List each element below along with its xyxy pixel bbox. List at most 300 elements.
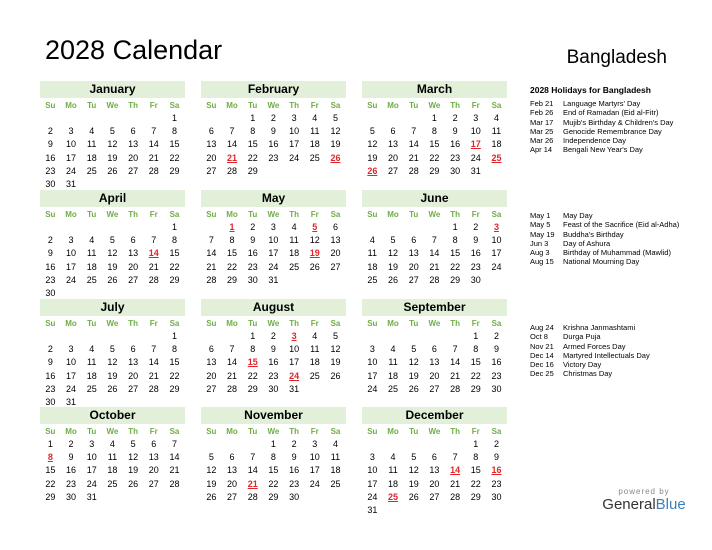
date-cell (325, 274, 346, 287)
weekday-header-row (362, 316, 507, 330)
holiday-item (530, 211, 700, 220)
date-cell: 8 (452, 235, 458, 246)
date-cell: 2 (47, 344, 53, 355)
date-cell (304, 274, 325, 287)
week-row (40, 138, 185, 151)
weekday-header: Mo (387, 319, 399, 328)
date-cell: 31 (470, 165, 481, 176)
week-row (362, 234, 507, 247)
date-cell (383, 221, 404, 234)
holiday-date: Aug 15 (530, 257, 554, 267)
holiday-name: Durga Puja (563, 332, 601, 342)
weekday-header: Fr (310, 101, 319, 110)
date-cell: 10 (289, 344, 300, 355)
weekday-header: Su (45, 319, 56, 328)
week-row (362, 125, 507, 138)
week-row (362, 330, 507, 343)
month-april (40, 190, 185, 300)
date-cell (403, 221, 424, 234)
weekday-header: Tu (409, 319, 419, 328)
date-cell: 17 (289, 139, 300, 150)
holiday-name: End of Ramadan (Eid al-Fitr) (563, 108, 659, 118)
date-cell: 26 (408, 383, 419, 394)
date-cell: 7 (250, 452, 256, 463)
date-cell (123, 330, 144, 343)
weekday-header: Sa (491, 427, 502, 436)
weekday-header: Fr (149, 210, 158, 219)
date-cell: 30 (470, 274, 481, 285)
date-cell: 18 (107, 465, 118, 476)
date-cell: 5 (332, 331, 338, 341)
holiday-date-cell: 5 (312, 222, 318, 232)
date-cell (102, 112, 123, 125)
date-cell: 22 (470, 478, 481, 489)
date-cell: 16 (66, 465, 77, 476)
date-cell: 7 (151, 235, 157, 246)
date-cell: 14 (247, 465, 258, 476)
weekday-header: Su (45, 210, 56, 219)
week-row (40, 370, 185, 383)
holiday-date: Dec 16 (530, 360, 554, 370)
date-cell: 31 (86, 491, 97, 502)
date-cell: 4 (312, 113, 318, 123)
holiday-list-title: 2028 Holidays for Bangladesh (530, 85, 651, 95)
weekday-header: Su (45, 427, 56, 436)
month-name: December (362, 407, 507, 424)
date-cell: 2 (493, 331, 499, 341)
date-cell: 13 (330, 235, 341, 246)
week-row (40, 112, 185, 125)
date-cell: 26 (107, 383, 118, 394)
date-cell (325, 165, 346, 178)
date-cell: 14 (206, 248, 217, 259)
date-cell: 17 (367, 478, 378, 489)
date-cell: 14 (169, 452, 180, 463)
date-cell (81, 221, 102, 234)
week-row (40, 234, 185, 247)
weekday-header: Tu (248, 210, 258, 219)
date-cell: 3 (291, 113, 297, 123)
weekday-header: Mo (226, 319, 238, 328)
powered-by-text: powered by (618, 487, 670, 496)
weekday-header: Sa (169, 319, 180, 328)
date-cell (325, 491, 346, 504)
holiday-date-cell: 21 (227, 152, 238, 163)
date-cell: 13 (148, 452, 159, 463)
date-cell (222, 438, 243, 451)
date-cell: 10 (309, 452, 320, 463)
date-cell: 23 (491, 370, 502, 381)
date-cell: 7 (411, 126, 417, 137)
month-october (40, 407, 185, 504)
date-cell: 20 (429, 478, 440, 489)
date-cell: 31 (66, 396, 77, 407)
date-cell: 21 (408, 152, 419, 163)
date-cell: 22 (247, 152, 258, 163)
month-name: March (362, 81, 507, 98)
holiday-item (530, 118, 700, 127)
month-august (201, 299, 346, 396)
date-cell (403, 112, 424, 125)
date-cell: 23 (45, 165, 56, 176)
holiday-date-cell: 26 (367, 165, 378, 176)
weekday-header: Th (128, 210, 138, 219)
month-name: April (40, 190, 185, 207)
holiday-name: Christmas Day (563, 369, 613, 379)
date-cell: 29 (268, 491, 279, 502)
date-cell: 8 (229, 235, 235, 246)
weekday-header: Su (367, 210, 378, 219)
date-cell: 29 (470, 383, 481, 394)
date-cell: 30 (66, 491, 77, 502)
date-cell: 28 (429, 274, 440, 285)
week-row (201, 234, 346, 247)
holiday-date: Feb 26 (530, 108, 554, 118)
date-cell: 3 (68, 235, 74, 246)
date-cell: 21 (227, 370, 238, 381)
date-cell: 15 (429, 139, 440, 150)
date-cell (325, 383, 346, 396)
month-name: August (201, 299, 346, 316)
week-row (201, 152, 346, 165)
weekday-header: Sa (169, 210, 180, 219)
date-cell: 15 (169, 357, 180, 368)
weekday-header: Mo (65, 101, 77, 110)
month-december (362, 407, 507, 517)
week-row (201, 138, 346, 151)
date-cell: 8 (250, 344, 256, 355)
holiday-date-cell: 25 (491, 152, 502, 163)
date-cell: 8 (431, 126, 437, 137)
date-cell: 5 (390, 235, 396, 246)
date-cell: 26 (128, 478, 139, 489)
holiday-name: National Mourning Day (563, 257, 640, 267)
date-cell (242, 438, 263, 451)
holiday-name: Genocide Remembrance Day (563, 126, 662, 136)
weekday-header: Tu (87, 101, 97, 110)
week-row (201, 261, 346, 274)
date-cell: 4 (369, 235, 375, 246)
week-row (40, 125, 185, 138)
holiday-date: Aug 3 (530, 248, 550, 258)
holiday-name: Armed Forces Day (563, 341, 626, 351)
date-cell: 15 (169, 139, 180, 150)
date-cell: 14 (429, 248, 440, 259)
date-cell: 5 (109, 126, 115, 137)
month-name: June (362, 190, 507, 207)
week-row (362, 343, 507, 356)
holiday-item (530, 99, 700, 108)
date-cell: 25 (367, 274, 378, 285)
date-cell: 17 (491, 248, 502, 259)
date-cell: 5 (411, 344, 417, 355)
date-cell: 16 (268, 357, 279, 368)
weekday-header: We (428, 101, 441, 110)
week-row (201, 112, 346, 125)
date-cell: 10 (66, 139, 77, 150)
date-cell: 21 (148, 152, 159, 163)
date-cell: 5 (411, 452, 417, 463)
date-cell: 6 (151, 439, 157, 449)
date-cell (304, 165, 325, 178)
date-cell: 8 (250, 126, 256, 137)
week-row (40, 261, 185, 274)
date-cell: 5 (130, 439, 136, 449)
date-cell: 9 (47, 248, 53, 259)
date-cell: 10 (66, 248, 77, 259)
date-cell (424, 504, 445, 517)
weekday-header-row (40, 98, 185, 112)
date-cell: 20 (128, 370, 139, 381)
date-cell (445, 504, 466, 517)
date-cell: 24 (367, 491, 378, 502)
date-cell: 11 (107, 452, 118, 463)
date-cell (486, 274, 507, 287)
holiday-date-cell: 21 (247, 478, 258, 489)
date-cell (102, 330, 123, 343)
date-cell: 29 (169, 383, 180, 394)
date-cell (263, 165, 284, 178)
date-cell: 15 (470, 465, 481, 476)
date-cell: 15 (470, 357, 481, 368)
month-name: February (201, 81, 346, 98)
date-cell: 28 (206, 274, 217, 285)
date-cell: 15 (247, 139, 258, 150)
date-cell: 22 (45, 478, 56, 489)
week-row (362, 274, 507, 287)
week-row (201, 165, 346, 178)
month-name: January (40, 81, 185, 98)
date-cell: 2 (47, 235, 53, 246)
date-cell: 24 (66, 165, 77, 176)
weekday-header: Sa (330, 319, 341, 328)
week-row (40, 247, 185, 260)
week-row (201, 247, 346, 260)
holiday-date: May 19 (530, 229, 555, 239)
date-cell: 20 (206, 370, 217, 381)
date-cell: 11 (87, 248, 97, 259)
date-cell: 18 (330, 465, 341, 476)
date-cell: 1 (473, 439, 479, 449)
weekday-header-row (362, 424, 507, 438)
month-november (201, 407, 346, 504)
date-cell: 6 (431, 344, 437, 355)
date-cell: 11 (330, 452, 341, 463)
date-cell: 3 (68, 126, 74, 137)
date-cell: 25 (86, 274, 97, 285)
date-cell: 4 (109, 439, 115, 449)
date-cell: 6 (208, 126, 214, 137)
weekday-header: We (428, 427, 441, 436)
date-cell: 27 (128, 165, 139, 176)
holiday-name: Day of Ashura (563, 238, 611, 248)
weekday-header: Th (450, 319, 460, 328)
date-cell (61, 221, 82, 234)
holiday-name: Independence Day (563, 136, 626, 146)
holiday-item (530, 108, 700, 117)
date-cell (383, 504, 404, 517)
date-cell: 20 (206, 152, 217, 163)
date-cell: 10 (491, 235, 502, 246)
weekday-header: We (267, 101, 280, 110)
date-cell: 8 (171, 126, 177, 137)
holiday-date-cell: 15 (247, 357, 258, 368)
holiday-name: Birthday of Muhammad (Mawlid) (563, 248, 671, 258)
brand-name (588, 496, 700, 513)
weekday-header: Mo (226, 101, 238, 110)
date-cell: 25 (330, 478, 341, 489)
date-cell: 12 (206, 465, 217, 476)
weekday-header: Sa (330, 101, 341, 110)
date-cell: 12 (408, 465, 419, 476)
holiday-date: Dec 14 (530, 350, 554, 360)
week-row (362, 451, 507, 464)
week-row (362, 504, 507, 517)
date-cell: 26 (408, 491, 419, 502)
date-cell: 15 (227, 248, 238, 259)
date-cell: 12 (408, 357, 419, 368)
date-cell: 20 (429, 370, 440, 381)
date-cell: 4 (291, 222, 297, 232)
date-cell: 16 (247, 248, 258, 259)
date-cell: 24 (491, 261, 502, 272)
date-cell: 3 (270, 222, 276, 232)
date-cell: 3 (369, 452, 375, 463)
weekday-header: Fr (310, 427, 319, 436)
date-cell: 2 (47, 126, 53, 137)
date-cell: 24 (289, 152, 300, 163)
week-row (362, 112, 507, 125)
date-cell: 27 (429, 491, 440, 502)
date-cell: 17 (289, 357, 300, 368)
week-row (201, 370, 346, 383)
date-cell: 31 (367, 504, 378, 515)
date-cell: 16 (45, 370, 56, 381)
holiday-group (530, 211, 700, 267)
date-cell (486, 165, 507, 178)
date-cell: 21 (429, 261, 440, 272)
date-cell: 21 (450, 478, 461, 489)
week-row (40, 221, 185, 234)
date-cell: 25 (388, 383, 399, 394)
date-cell: 18 (367, 261, 378, 272)
date-cell: 24 (86, 478, 97, 489)
date-cell: 27 (128, 383, 139, 394)
holiday-date-cell: 24 (289, 370, 300, 381)
weekday-header: Th (450, 101, 460, 110)
date-cell: 19 (408, 478, 419, 489)
week-row (362, 478, 507, 491)
date-cell: 10 (367, 465, 378, 476)
week-row (40, 356, 185, 369)
week-row (40, 451, 185, 464)
date-cell: 1 (171, 222, 177, 232)
weekday-header: Fr (471, 210, 480, 219)
date-cell: 6 (130, 126, 136, 137)
date-cell: 4 (312, 331, 318, 341)
holiday-date-cell: 3 (291, 331, 297, 341)
week-row (40, 478, 185, 491)
date-cell: 28 (227, 165, 238, 176)
date-cell: 26 (388, 274, 399, 285)
holiday-date-cell: 26 (330, 152, 341, 163)
weekday-header: Tu (87, 319, 97, 328)
holiday-date: Jun 3 (530, 238, 549, 248)
weekday-header: Th (289, 101, 299, 110)
date-cell: 29 (247, 165, 258, 176)
month-february (201, 81, 346, 178)
holiday-date: Nov 21 (530, 341, 554, 351)
date-cell: 6 (411, 235, 417, 246)
weekday-header: Fr (149, 427, 158, 436)
date-cell: 5 (208, 452, 214, 463)
date-cell: 22 (169, 152, 180, 163)
date-cell: 28 (169, 478, 180, 489)
date-cell: 20 (408, 261, 419, 272)
date-cell (81, 330, 102, 343)
date-cell (201, 330, 222, 343)
weekday-header: Su (206, 319, 217, 328)
date-cell: 1 (250, 113, 256, 123)
holiday-name: Buddha's Birthday (563, 229, 624, 239)
weekday-header: We (267, 427, 280, 436)
week-row (362, 261, 507, 274)
date-cell: 8 (171, 344, 177, 355)
date-cell: 6 (431, 452, 437, 463)
date-cell (304, 491, 325, 504)
week-row (201, 343, 346, 356)
date-cell: 3 (89, 439, 95, 449)
weekday-header: We (267, 319, 280, 328)
month-name: July (40, 299, 185, 316)
date-cell (424, 330, 445, 343)
date-cell (143, 221, 164, 234)
week-row (362, 247, 507, 260)
holiday-date: May 5 (530, 220, 551, 230)
weekday-header: Th (450, 210, 460, 219)
weekday-header-row (362, 207, 507, 221)
date-cell: 4 (493, 113, 499, 123)
weekday-header: Fr (471, 319, 480, 328)
weekday-header: Th (289, 427, 299, 436)
date-cell: 22 (227, 261, 238, 272)
date-cell: 26 (309, 261, 320, 272)
week-row (362, 152, 507, 165)
date-cell: 4 (332, 439, 338, 449)
date-cell: 17 (66, 370, 77, 381)
date-cell: 28 (148, 274, 159, 285)
date-cell: 1 (473, 331, 479, 341)
date-cell: 24 (367, 383, 378, 394)
date-cell (40, 221, 61, 234)
date-cell: 19 (107, 370, 118, 381)
date-cell (362, 112, 383, 125)
date-cell: 6 (208, 344, 214, 355)
weekday-header: Mo (387, 427, 399, 436)
weekday-header: Su (45, 101, 56, 110)
date-cell: 1 (250, 331, 256, 341)
week-row (40, 383, 185, 396)
date-cell: 9 (270, 126, 276, 137)
date-cell: 14 (227, 139, 238, 150)
weekday-header: Tu (409, 101, 419, 110)
date-cell: 6 (390, 126, 396, 137)
month-name: September (362, 299, 507, 316)
holiday-item (530, 332, 700, 341)
date-cell: 29 (169, 274, 180, 285)
date-cell: 28 (247, 491, 258, 502)
date-cell: 23 (289, 478, 300, 489)
